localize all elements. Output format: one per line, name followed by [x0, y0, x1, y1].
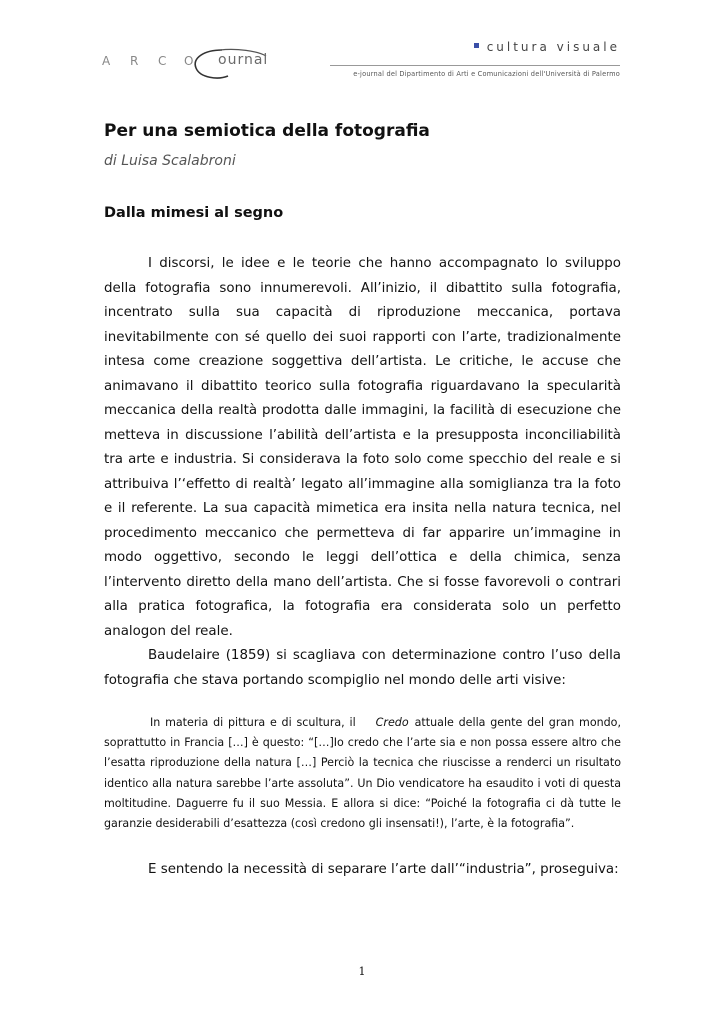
logo-ournal: ournal — [218, 52, 269, 68]
quote-credo: Credo — [375, 716, 409, 729]
logo-letter-o: O — [184, 54, 194, 68]
logo-letter-a: A — [102, 54, 111, 68]
brand-label: cultura visuale — [486, 40, 620, 54]
closing-paragraph: E sentendo la necessità di separare l’arte dall’“industria”, proseguiva: — [148, 862, 619, 877]
brand-title — [474, 40, 620, 54]
block-quote — [104, 713, 621, 834]
quote-start: In materia di pittura e di scultura, il — [150, 716, 356, 729]
article-body-continued — [104, 858, 621, 883]
quote-text — [104, 713, 621, 834]
article-title: Per una semiotica della fotografia — [104, 121, 430, 141]
page-number: 1 — [358, 965, 366, 978]
section-title: Dalla mimesi al segno — [104, 205, 284, 221]
header-divider — [330, 65, 620, 66]
journal-subtitle: e-journal del Dipartimento di Arti e Comunicazioni dell'Università di Palermo — [353, 70, 620, 78]
logo-letter-c: C — [158, 54, 167, 68]
paragraph-2: Baudelaire (1859) si scagliava con determinazione contro l’uso della fotografia che stava portando scompiglio nel mondo delle arti visive: — [104, 648, 621, 688]
article-body — [104, 252, 621, 693]
logo-letter-r: R — [130, 54, 139, 68]
journal-header — [0, 0, 724, 92]
quote-rest: attuale della gente del gran mondo, soprattutto in Francia […] è questo: “[…]Io credo che l’arte sia e non possa essere altro che l’esatta riproduzione della natura […] Perciò la tecnica che riuscisse a renderci un risultato identico alla natura sarebbe l’arte assoluta”. Un Dio vendicatore ha esaudito i voti di questa moltitudine. Daguerre fu il suo Messia. E allora si dice: “Poiché la fotografia ci dà tutte le garanzie desiderabili d’esattezza (così credono gli insensati!), l’arte, è la fotografia”. — [104, 716, 621, 831]
paragraph-1: I discorsi, le idee e le teorie che hanno accompagnato lo sviluppo della fotografia sono innumerevoli. All’inizio, il dibattito sulla fotografia, incentrato sulla sua capacità di riproduzione meccanica, portava inevitabilmente con sé quello dei suoi rapporti con l’arte, tradizionalmente intesa come creazione soggettiva dell’artista. Le critiche, le accuse che animavano il dibattito teorico sulla fotografia riguardavano la specularità meccanica della realtà prodotta dalle immagini, la facilità di esecuzione che metteva in discussione l’abilità dell’artista e la presupposta inconciliabilità tra arte e industria. Si considerava la foto solo come specchio del reale e si attribuiva l’‘effetto di realtà’ legato all’immagine alla somiglianza tra la foto e il referente. La sua capacità mimetica era insita nella natura tecnica, nel procedimento meccanico che permetteva di far apparire un’immagine in modo oggettivo, secondo le leggi dell’ottica e della chimica, senza l’intervento diretto della mano dell’artista. Che si fosse favorevoli o contrari alla pratica fotografica, la fotografia era considerata solo un perfetto analogon del reale. — [104, 256, 621, 639]
brand-square-icon — [474, 43, 479, 48]
article-author: di Luisa Scalabroni — [104, 153, 236, 169]
